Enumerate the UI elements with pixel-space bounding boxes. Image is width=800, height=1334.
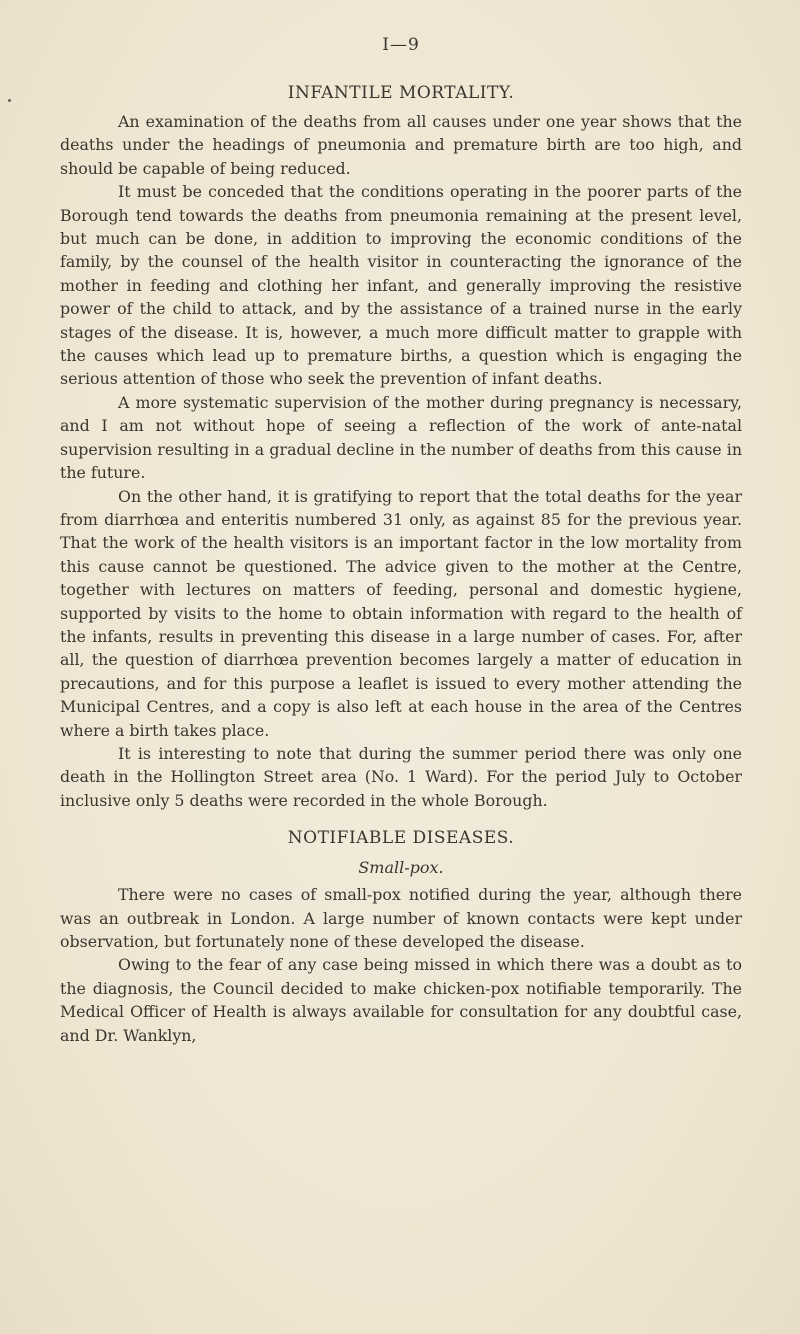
section-spacer [60,812,742,825]
paragraph: It is interesting to note that during the summer period there was only one death in the Hollington Street area (No. 1 Ward). For the period July to October inclusive only 5 deaths were recorded in the whole Borough. [60,743,742,810]
paragraph: On the other hand, it is gratifying to report that the total deaths for the year from diarrhœa and enteritis numbered 31 only, as against 85 for the previous year. That the work of the health visitors is an important factor in the low mortality from this cause cannot be questioned. The advice given to the mother at the Centre, together with lectures on matters of feeding, personal and domestic hygiene, supported by visits to the home to obtain information with regard to the health of the infants, results in preventing this disease in a large number of cases. For, after all, the question of diarrhœa prevention becomes largely a matter of education in precautions, and for this purpose a leaflet is issued to every mother attending the Municipal Centres, and a copy is also left at each house in the area of the Centres where a birth takes place. [60,486,742,740]
paragraph: A more systematic supervision of the mother during pregnancy is necessary, and I am not without hope of seeing a reflection of the work of ante-natal supervision resulting in a gradual decline in the number of deaths from this cause in the future. [60,392,742,483]
paragraph: Owing to the fear of any case being missed in which there was a doubt as to the diagnosis, the Council decided to make chicken-pox notifiable temporarily. The Medical Officer of Health is always available for consultation for any doubtful case, and Dr. Wanklyn, [60,955,742,1045]
paragraph: There were no cases of small-pox notified during the year, although there was an outbreak in London. A large number of known contacts were kept under observation, but fortunately none of these developed the disease. [60,885,742,951]
section-notifiable-diseases [60,825,742,1047]
section-subheading: Small-pox. [358,858,444,878]
margin-speck [8,99,11,102]
paragraph: An examination of the deaths from all causes under one year shows that the deaths under the headings of pneumonia and premature birth are too high, and should be capable of being reduced. [60,112,742,178]
page-content [60,34,742,1047]
section-infantile-mortality [60,80,742,812]
paragraph: It must be conceded that the conditions operating in the poorer parts of the Borough tend towards the deaths from pneumonia remaining at the present level, but much can be done, in addition to improving the economic conditions of the family, by the counsel of the health visitor in counteracting the ignorance of the mother in feeding and clothing her infant, and generally improving the resistive power of the child to attack, and by the assistance of a trained nurse in the early stages of the disease. It is, however, a much more difficult matter to grapple with the causes which lead up to premature births, a question which is engaging the serious attention of those who seek the prevention of infant deaths. [60,182,742,389]
section-heading: INFANTILE MORTALITY. [287,83,515,103]
page-number: I—9 [382,35,420,55]
section-heading: NOTIFIABLE DISEASES. [287,828,515,849]
